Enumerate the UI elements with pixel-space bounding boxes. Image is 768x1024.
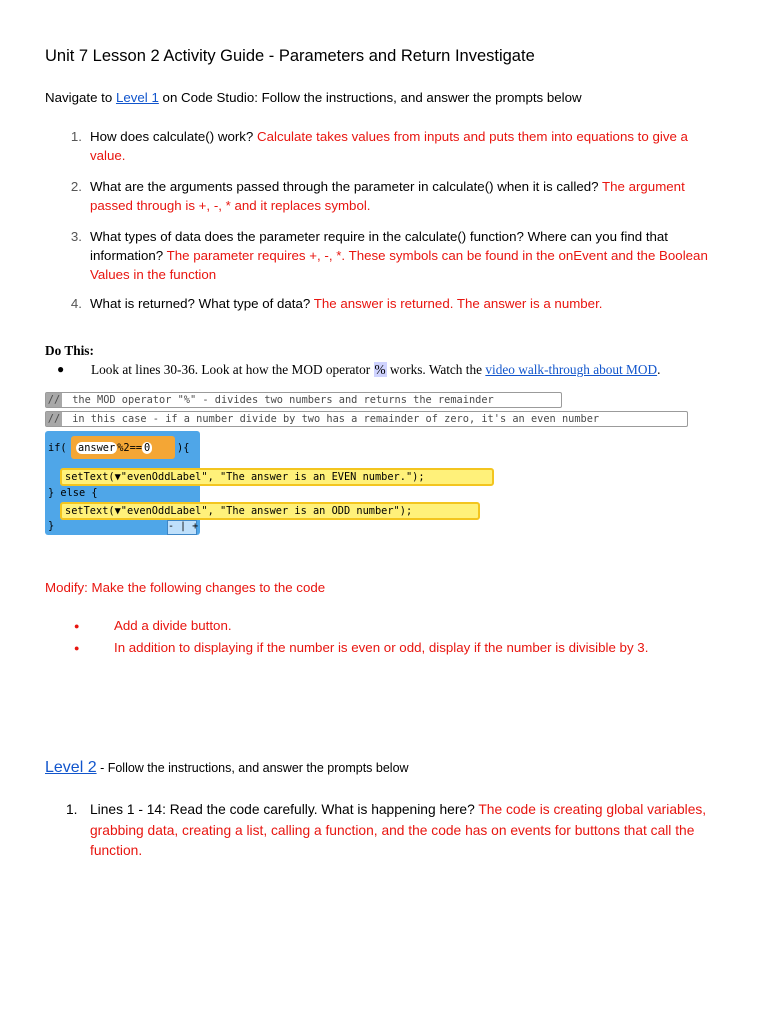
level-2-instructions: - Follow the instructions, and answer the prompts below (96, 761, 409, 775)
settext-even-block: setText(▼"evenOddLabel", "The answer is an EVEN number."); (60, 468, 494, 486)
page-title: Unit 7 Lesson 2 Activity Guide - Parameters and Return Investigate (45, 47, 535, 65)
else-keyword: } else { (48, 487, 98, 499)
comment-marker: // (47, 394, 61, 406)
item-number: 2. (70, 179, 82, 194)
if-close: ){ (177, 442, 190, 454)
if-keyword: if( (48, 442, 67, 454)
item-number: 1. (70, 129, 82, 144)
comment-block (45, 411, 688, 427)
item-number: 3. (70, 229, 82, 244)
minus-plus-control[interactable]: - | + (167, 520, 197, 535)
mod-video-link[interactable]: video walk-through about MOD (485, 362, 658, 377)
comment-text: the MOD operator "%" - divides two numbers and returns the remainder (66, 394, 494, 406)
answer-text: Calculate takes values from inputs and puts them into equations to give a value. (90, 129, 688, 163)
modify-item: Add a divide button. (114, 618, 232, 633)
navigate-prefix: Navigate to (45, 90, 116, 105)
question-text: What are the arguments passed through the parameter in calculate() when it is called? (90, 179, 599, 194)
bullet-icon: ● (74, 643, 80, 653)
zero-literal: 0 (144, 442, 151, 454)
minus-icon[interactable]: - (168, 521, 175, 532)
answer-text: The argument passed through is +, -, * and it replaces symbol. (90, 179, 685, 213)
close-brace: } (48, 520, 55, 532)
comment-block (45, 392, 562, 408)
instruction-text: works. Watch the (386, 362, 486, 377)
question-text: What types of data does the parameter require in the calculate() function? Where can you find that information? (90, 229, 668, 263)
instruction-text: Look at lines 30-36. Look at how the MOD operator (91, 362, 374, 377)
do-this-instruction (91, 362, 660, 378)
instruction-text: . (657, 362, 661, 377)
modify-item: In addition to displaying if the number is even or odd, display if the number is divisible by 3. (114, 640, 649, 655)
question-text: How does calculate() work? (90, 129, 254, 144)
navigate-suffix: on Code Studio: Follow the instructions, and answer the prompts below (158, 90, 582, 105)
comment-text: in this case - if a number divide by two has a remainder of zero, it's an even number (66, 413, 600, 425)
answer-text: The code is creating global variables, grabbing data, creating a list, calling a function, and the code has on events for buttons that call the function. (90, 802, 707, 858)
mod-operator: % (374, 362, 386, 377)
do-this-heading: Do This: (45, 343, 94, 358)
level-2-link[interactable]: Level 2 (45, 759, 97, 776)
navigate-line (45, 90, 582, 105)
level-1-link[interactable]: Level 1 (115, 90, 159, 105)
level-2-heading (45, 759, 409, 777)
condition-expr (76, 440, 152, 456)
plus-icon[interactable]: + (192, 521, 199, 532)
question-text: What is returned? What type of data? (90, 296, 311, 311)
settext-odd-block: setText(▼"evenOddLabel", "The answer is an ODD number"); (60, 502, 480, 520)
equals-op: == (129, 442, 143, 454)
answer-text: The answer is returned. The answer is a number. (313, 296, 603, 311)
item-number: 4. (70, 296, 82, 311)
bullet-icon: ● (57, 362, 65, 376)
comment-marker: // (47, 413, 61, 425)
answer-text: The parameter requires +, -, *. These symbols can be found in the onEvent and the Boolean Values in the function (90, 248, 708, 282)
mod-op: %2 (117, 442, 130, 454)
modify-heading: Modify: Make the following changes to the code (45, 580, 326, 595)
item-number: 1. (66, 802, 78, 817)
question-text: Lines 1 - 14: Read the code carefully. What is happening here? (90, 802, 475, 817)
answer-variable: answer (78, 442, 116, 454)
bullet-icon: ● (74, 621, 80, 631)
